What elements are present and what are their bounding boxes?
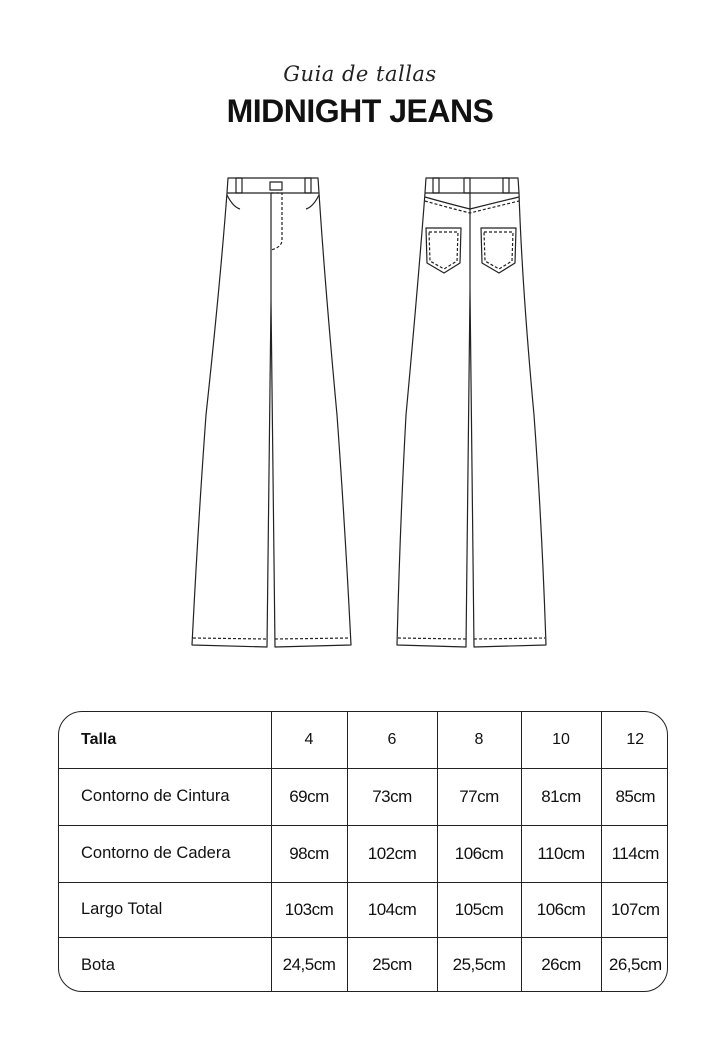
table-cell: 105cm	[437, 882, 521, 937]
table-cell: 102cm	[347, 825, 437, 882]
row-label-cadera: Contorno de Cadera	[59, 825, 271, 882]
row-label-cintura: Contorno de Cintura	[59, 768, 271, 825]
table-cell: 104cm	[347, 882, 437, 937]
table-row	[59, 825, 668, 882]
row-label-largo-total: Largo Total	[59, 882, 271, 937]
jeans-front-view	[192, 178, 351, 647]
column-header-size-8: 8	[437, 712, 521, 768]
table-header-row	[59, 712, 668, 768]
column-header-size-4: 4	[271, 712, 347, 768]
table-cell: 85cm	[601, 768, 668, 825]
table-cell: 24,5cm	[271, 937, 347, 992]
table-cell: 106cm	[521, 882, 601, 937]
table-cell: 114cm	[601, 825, 668, 882]
column-header-size-10: 10	[521, 712, 601, 768]
table-row	[59, 882, 668, 937]
size-chart-table	[58, 711, 668, 992]
table-cell: 106cm	[437, 825, 521, 882]
page-subtitle: Guia de tallas	[283, 62, 437, 86]
table-cell: 81cm	[521, 768, 601, 825]
table-cell: 103cm	[271, 882, 347, 937]
table-cell: 26cm	[521, 937, 601, 992]
table-cell: 25cm	[347, 937, 437, 992]
table-row	[59, 937, 668, 992]
table-row	[59, 768, 668, 825]
jeans-back-view	[397, 178, 546, 647]
row-label-bota: Bota	[59, 937, 271, 992]
table-cell: 73cm	[347, 768, 437, 825]
table-cell: 26,5cm	[608, 955, 662, 975]
table-cell: 77cm	[437, 768, 521, 825]
column-header-size-6: 6	[347, 712, 437, 768]
column-header-size-12: 12	[601, 712, 668, 768]
table-cell: 25,5cm	[437, 937, 521, 992]
page-title: MIDNIGHT JEANS	[226, 93, 494, 129]
jeans-technical-drawing	[0, 165, 720, 665]
table-cell: 110cm	[521, 825, 601, 882]
column-header-talla: Talla	[59, 712, 271, 768]
table-cell: 69cm	[271, 768, 347, 825]
table-cell: 98cm	[271, 825, 347, 882]
table-cell: 107cm	[601, 882, 668, 937]
